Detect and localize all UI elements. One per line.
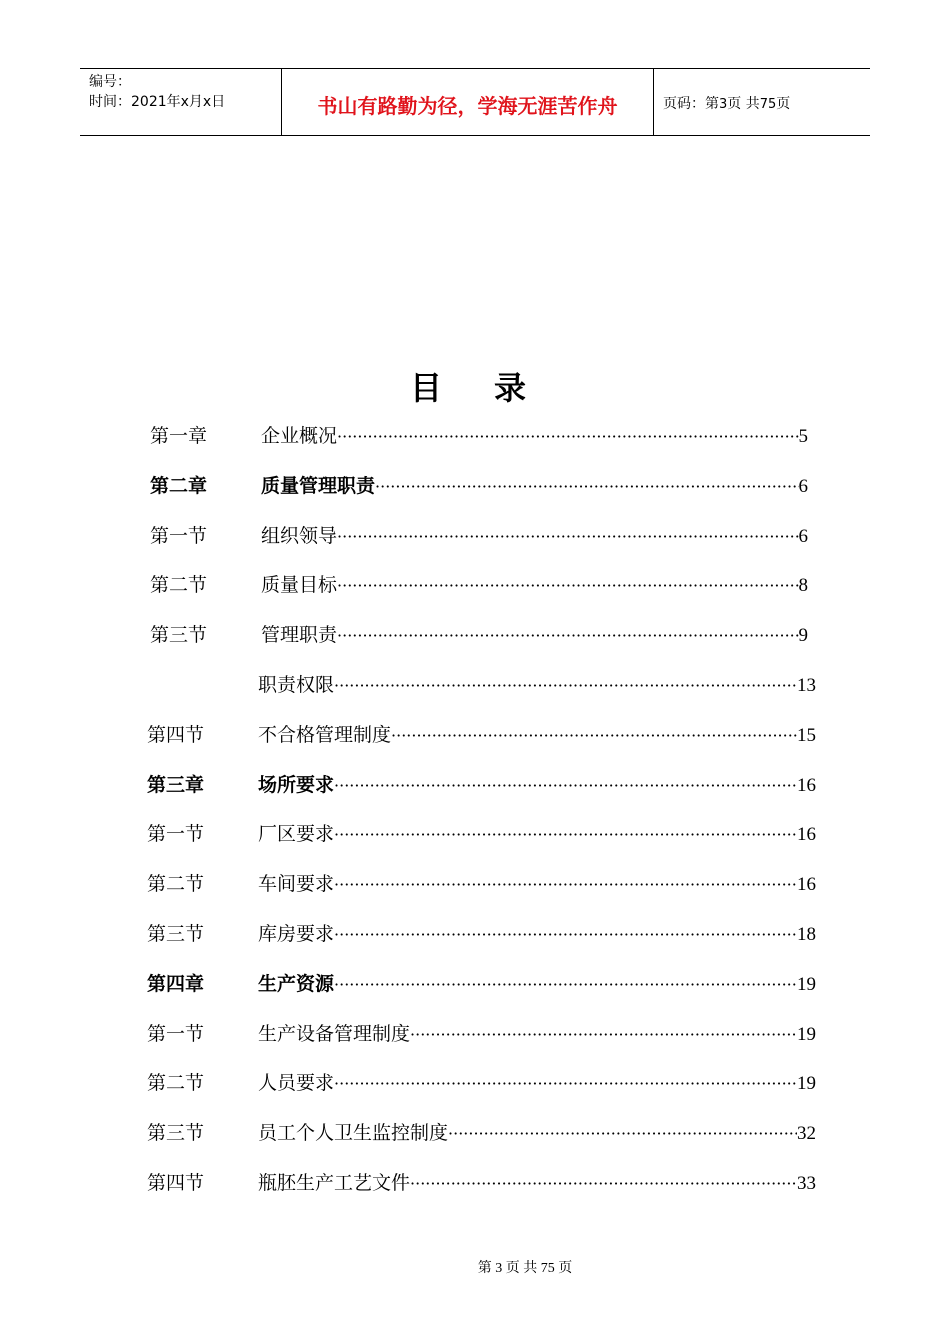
toc-entry-page: 32 — [797, 1123, 816, 1144]
toc-title: 目录 — [409, 369, 578, 407]
toc-entry-title: 管理职责 — [261, 624, 338, 646]
toc-entry-title: 生产设备管理制度 — [258, 1023, 411, 1045]
header-page-info — [654, 69, 870, 135]
toc-entry-label: 第二节 — [150, 574, 208, 596]
toc-entry — [0, 1019, 950, 1049]
toc-entry-label: 第四节 — [147, 724, 205, 746]
toc-leader-dots — [448, 1119, 797, 1149]
toc-entry-label: 第四章 — [147, 973, 205, 995]
toc-entry-page: 6 — [798, 526, 808, 547]
toc-entry-title: 库房要求 — [258, 923, 335, 945]
toc-leader-dots — [391, 721, 797, 751]
toc-entry — [0, 471, 950, 501]
toc-leader-dots — [337, 522, 798, 552]
toc-leader-dots — [410, 1020, 797, 1050]
toc-leader-dots — [410, 1169, 797, 1199]
toc-leader-dots — [375, 472, 798, 502]
toc-entry-label: 第一节 — [150, 525, 208, 547]
header-meta — [80, 69, 281, 135]
toc-entry — [0, 620, 950, 650]
toc-entry-page: 16 — [797, 824, 816, 845]
toc-entry — [0, 1118, 950, 1148]
document-time-label: 时间：2021年x月x日 — [89, 94, 226, 110]
page-footer: 第 3 页 共 75 页 — [477, 1261, 573, 1276]
toc-entry-page: 9 — [798, 625, 808, 646]
page-total: 75 — [759, 97, 777, 112]
toc-entry-label: 第三章 — [147, 774, 205, 796]
page-current: 3 — [719, 97, 728, 112]
page-info-mid: 页 共 — [727, 96, 760, 112]
toc-entry-title: 车间要求 — [258, 873, 335, 895]
toc-leader-dots — [334, 970, 797, 1000]
toc-entry — [0, 819, 950, 849]
toc-entry — [0, 969, 950, 999]
toc-entry — [0, 770, 950, 800]
toc-entry-page: 19 — [797, 1024, 816, 1045]
toc-entry-page: 6 — [798, 476, 808, 497]
toc-entry-title: 生产资源 — [258, 973, 335, 995]
toc-entry-page: 16 — [797, 874, 816, 895]
toc-entry — [0, 570, 950, 600]
toc-entry — [0, 421, 950, 451]
toc-entry — [0, 1068, 950, 1098]
toc-leader-dots — [337, 621, 798, 651]
toc-entry — [0, 919, 950, 949]
toc-entry-title: 场所要求 — [258, 774, 335, 796]
toc-entry-label: 第一节 — [147, 823, 205, 845]
document-number-label: 编号： — [89, 74, 131, 90]
toc-entry-title: 人员要求 — [258, 1072, 335, 1094]
toc-entry — [0, 869, 950, 899]
toc-entry — [0, 521, 950, 551]
toc-entry-page: 8 — [798, 575, 808, 596]
toc-entry — [0, 720, 950, 750]
toc-entry-label: 第二章 — [150, 475, 208, 497]
toc-entry-page: 5 — [798, 426, 808, 447]
header-motto: 书山有路勤为径，学海无涯苦作舟 — [281, 69, 654, 135]
toc-entry-title: 职责权限 — [258, 674, 335, 696]
toc-leader-dots — [337, 571, 798, 601]
toc-entry-title: 质量目标 — [261, 574, 338, 596]
toc-entry-page: 15 — [797, 725, 816, 746]
toc-entry-label: 第三节 — [147, 923, 205, 945]
toc-entry — [0, 1168, 950, 1198]
toc-entry-page: 18 — [797, 924, 816, 945]
toc-leader-dots — [334, 771, 797, 801]
toc-entry-page: 13 — [797, 675, 816, 696]
toc-entry-title: 员工个人卫生监控制度 — [258, 1122, 449, 1144]
toc-leader-dots — [334, 671, 797, 701]
toc-entry-page: 19 — [797, 1073, 816, 1094]
page-info-suffix: 页 — [776, 96, 791, 112]
toc-entry-label: 第一章 — [150, 425, 208, 447]
toc-entry-title: 厂区要求 — [258, 823, 335, 845]
toc-entry-label: 第二节 — [147, 873, 205, 895]
toc-entry-title: 组织领导 — [261, 525, 338, 547]
toc-entry — [0, 670, 950, 700]
toc-entry-label: 第二节 — [147, 1072, 205, 1094]
toc-entry-page: 33 — [797, 1173, 816, 1194]
toc-leader-dots — [334, 820, 797, 850]
toc-entry-title: 不合格管理制度 — [258, 724, 392, 746]
toc-leader-dots — [334, 870, 797, 900]
toc-entry-title: 企业概况 — [261, 425, 338, 447]
toc-entry-title: 质量管理职责 — [261, 475, 376, 497]
toc-entry-label: 第三节 — [147, 1122, 205, 1144]
toc-leader-dots — [334, 920, 797, 950]
page-info-prefix: 页码：第 — [663, 96, 719, 112]
toc-entry-label: 第四节 — [147, 1172, 205, 1194]
toc-entry-page: 19 — [797, 974, 816, 995]
toc-entry-label: 第一节 — [147, 1023, 205, 1045]
toc-leader-dots — [334, 1069, 797, 1099]
document-header — [80, 68, 870, 136]
toc-entry-label: 第三节 — [150, 624, 208, 646]
toc-leader-dots — [337, 422, 798, 452]
toc-entry-page: 16 — [797, 775, 816, 796]
toc-entry-title: 瓶胚生产工艺文件 — [258, 1172, 411, 1194]
